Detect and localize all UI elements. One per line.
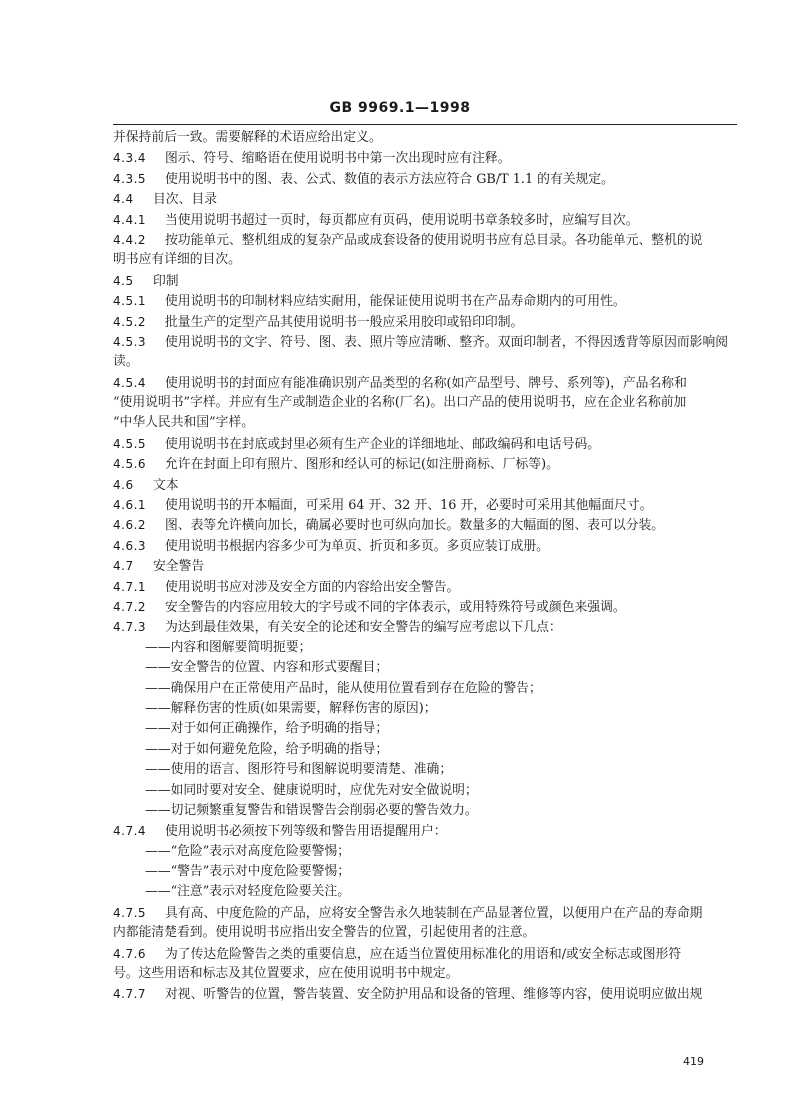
text-line [113, 617, 739, 637]
clause-number: 4.5.1 [113, 294, 147, 309]
clause-number: 4.5.5 [113, 436, 147, 451]
text-line [113, 454, 739, 474]
clause-number: 4.3.4 [113, 151, 147, 166]
section-heading [113, 556, 739, 576]
section-heading [113, 189, 739, 209]
line-text: 批量生产的定型产品其使用说明书一般应采用胶印或铅印印制。 [165, 314, 524, 330]
text-line [113, 332, 739, 352]
text-line [113, 250, 739, 270]
line-text: 按功能单元、整机组成的复杂产品或成套设备的使用说明书应有总目录。各功能单元、整机的说 [165, 232, 703, 248]
line-text: 使用说明书中的图、表、公式、数值的表示方法应符合 GB/T 1.1 的有关规定。 [165, 171, 614, 187]
line-text: 目次、目录 [153, 192, 217, 208]
line-text: 为达到最佳效果，有关安全的论述和安全警告的编写应考虑以下几点： [165, 620, 562, 636]
list-item [113, 842, 739, 862]
clause-number: 4.7.5 [113, 905, 147, 920]
text-line [113, 434, 739, 454]
line-text: “中华人民共和国”字样。 [113, 415, 255, 431]
line-text: 使用说明书在封底或封里必须有生产企业的详细地址、邮政编码和电话号码。 [165, 436, 601, 452]
clause-number: 4.7.3 [113, 620, 147, 635]
clause-number: 4.5.2 [113, 314, 147, 329]
line-text: ——使用的语言、图形符号和图解说明要清楚、准确； [145, 762, 453, 778]
line-text: ——“警告”表示对中度危险要警惕； [145, 864, 351, 880]
line-text: 内都能清楚看到。使用说明书应指出安全警告的位置，引起使用者的注意。 [113, 925, 536, 941]
line-text: 使用说明书的文字、符号、图、表、照片等应清晰、整齐。双面印制者，不得因透背等原因而影响阅 [165, 334, 729, 350]
text-line [113, 352, 739, 372]
text-line [113, 923, 739, 943]
text-line [113, 413, 739, 433]
text-line [113, 821, 739, 841]
text-line [113, 944, 739, 964]
document-body [113, 128, 739, 1005]
list-item [113, 882, 739, 902]
clause-number: 4.4.1 [113, 212, 147, 227]
text-line [113, 291, 739, 311]
clause-number: 4.5.3 [113, 334, 147, 349]
clause-number: 4.5.6 [113, 457, 147, 472]
clause-number: 4.6.1 [113, 498, 147, 513]
line-text: 读。 [113, 354, 139, 370]
text-line [113, 536, 739, 556]
text-line [113, 903, 739, 923]
line-text: ——如同时要对安全、健康说明时，应优先对安全做说明； [145, 782, 478, 798]
standard-header: GB 9969.1—1998 [329, 100, 471, 116]
line-text: 印制 [153, 273, 179, 289]
text-line [113, 169, 739, 189]
line-text: 使用说明书的开本幅面，可采用 64 开、32 开、16 开，必要时可采用其他幅面尺寸。 [165, 498, 653, 514]
page-number: 419 [683, 1055, 704, 1068]
list-item [113, 719, 739, 739]
clause-number: 4.7.6 [113, 946, 147, 961]
clause-number: 4.6.2 [113, 518, 147, 533]
line-text: “使用说明书”字样。并应有生产或制造企业的名称(厂名)。出口产品的使用说明书，应在企业名称前加 [113, 395, 687, 411]
section-number: 4.4 [113, 192, 134, 207]
line-text: ——内容和图解要简明扼要； [145, 639, 312, 655]
list-item [113, 740, 739, 760]
line-text: 文本 [153, 477, 179, 493]
line-text: 当使用说明书超过一页时，每页都应有页码，使用说明书章条较多时，应编写目次。 [165, 212, 639, 228]
text-line [113, 312, 739, 332]
line-text: ——对于如何避免危险，给予明确的指导； [145, 741, 389, 757]
line-text: 图示、符号、缩略语在使用说明书中第一次出现时应有注释。 [165, 151, 511, 167]
line-text: 号。这些用语和标志及其位置要求，应在使用说明书中规定。 [113, 966, 459, 982]
clause-number: 4.6.3 [113, 538, 147, 553]
list-item [113, 638, 739, 658]
line-text: ——解释伤害的性质(如果需要，解释伤害的原因)； [145, 700, 437, 716]
header-rule [113, 124, 737, 125]
clause-number: 4.5.4 [113, 375, 147, 390]
line-text: 使用说明书的封面应有能准确识别产品类型的名称(如产品型号、牌号、系列等)，产品名称和 [165, 375, 687, 391]
line-text: 对视、听警告的位置，警告装置、安全防护用品和设备的管理、维修等内容，使用说明应做出规 [165, 987, 703, 1003]
section-number: 4.6 [113, 477, 134, 492]
text-line [113, 393, 739, 413]
list-item [113, 679, 739, 699]
line-text: 使用说明书根据内容多少可为单页、折页和多页。多页应装订成册。 [165, 538, 549, 554]
line-text: 明书应有详细的目次。 [113, 252, 241, 268]
text-line [113, 577, 739, 597]
section-number: 4.5 [113, 273, 134, 288]
line-text: ——对于如何正确操作，给予明确的指导； [145, 721, 389, 737]
line-text: 使用说明书必须按下列等级和警告用语提醒用户： [165, 824, 447, 840]
line-text: 具有高、中度危险的产品，应将安全警告永久地装制在产品显著位置，以便用户在产品的寿命期 [165, 905, 703, 921]
clause-number: 4.7.7 [113, 987, 147, 1002]
text-line [113, 373, 739, 393]
list-item [113, 658, 739, 678]
line-text: ——切记频繁重复警告和错误警告会削弱必要的警告效力。 [145, 802, 478, 818]
line-text: 为了传达危险警告之类的重要信息，应在适当位置使用标准化的用语和/或安全标志或图形符 [165, 946, 682, 962]
line-text: 安全警告 [153, 559, 205, 575]
line-text: 安全警告的内容应用较大的字号或不同的字体表示，或用特殊符号或颜色来强调。 [165, 599, 626, 615]
text-line [113, 964, 739, 984]
list-item [113, 801, 739, 821]
text-line [113, 515, 739, 535]
clause-number: 4.7.4 [113, 824, 147, 839]
line-text: 使用说明书应对涉及安全方面的内容给出安全警告。 [165, 579, 460, 595]
text-line [113, 230, 739, 250]
line-text: ——安全警告的位置、内容和形式要醒目； [145, 660, 389, 676]
section-heading [113, 475, 739, 495]
text-line [113, 128, 739, 148]
list-item [113, 781, 739, 801]
clause-number: 4.7.1 [113, 579, 147, 594]
line-text: ——“危险”表示对高度危险要警惕； [145, 843, 351, 859]
text-line [113, 984, 739, 1004]
list-item [113, 699, 739, 719]
line-text: 允许在封面上印有照片、图形和经认可的标记(如注册商标、厂标等)。 [165, 457, 559, 473]
clause-number: 4.7.2 [113, 599, 147, 614]
text-line [113, 148, 739, 168]
text-line [113, 210, 739, 230]
section-number: 4.7 [113, 559, 134, 574]
line-text: 使用说明书的印制材料应结实耐用，能保证使用说明书在产品寿命期内的可用性。 [165, 294, 626, 310]
line-text: 并保持前后一致。需要解释的术语应给出定义。 [113, 130, 382, 145]
clause-number: 4.4.2 [113, 232, 147, 247]
list-item [113, 862, 739, 882]
line-text: 图、表等允许横向加长，确属必要时也可纵向加长。数量多的大幅面的图、表可以分装。 [165, 518, 665, 534]
section-heading [113, 271, 739, 291]
list-item [113, 760, 739, 780]
text-line [113, 597, 739, 617]
text-line [113, 495, 739, 515]
line-text: ——确保用户在正常使用产品时，能从使用位置看到存在危险的警告； [145, 680, 542, 696]
clause-number: 4.3.5 [113, 171, 147, 186]
line-text: ——“注意”表示对轻度危险要关注。 [145, 884, 351, 900]
